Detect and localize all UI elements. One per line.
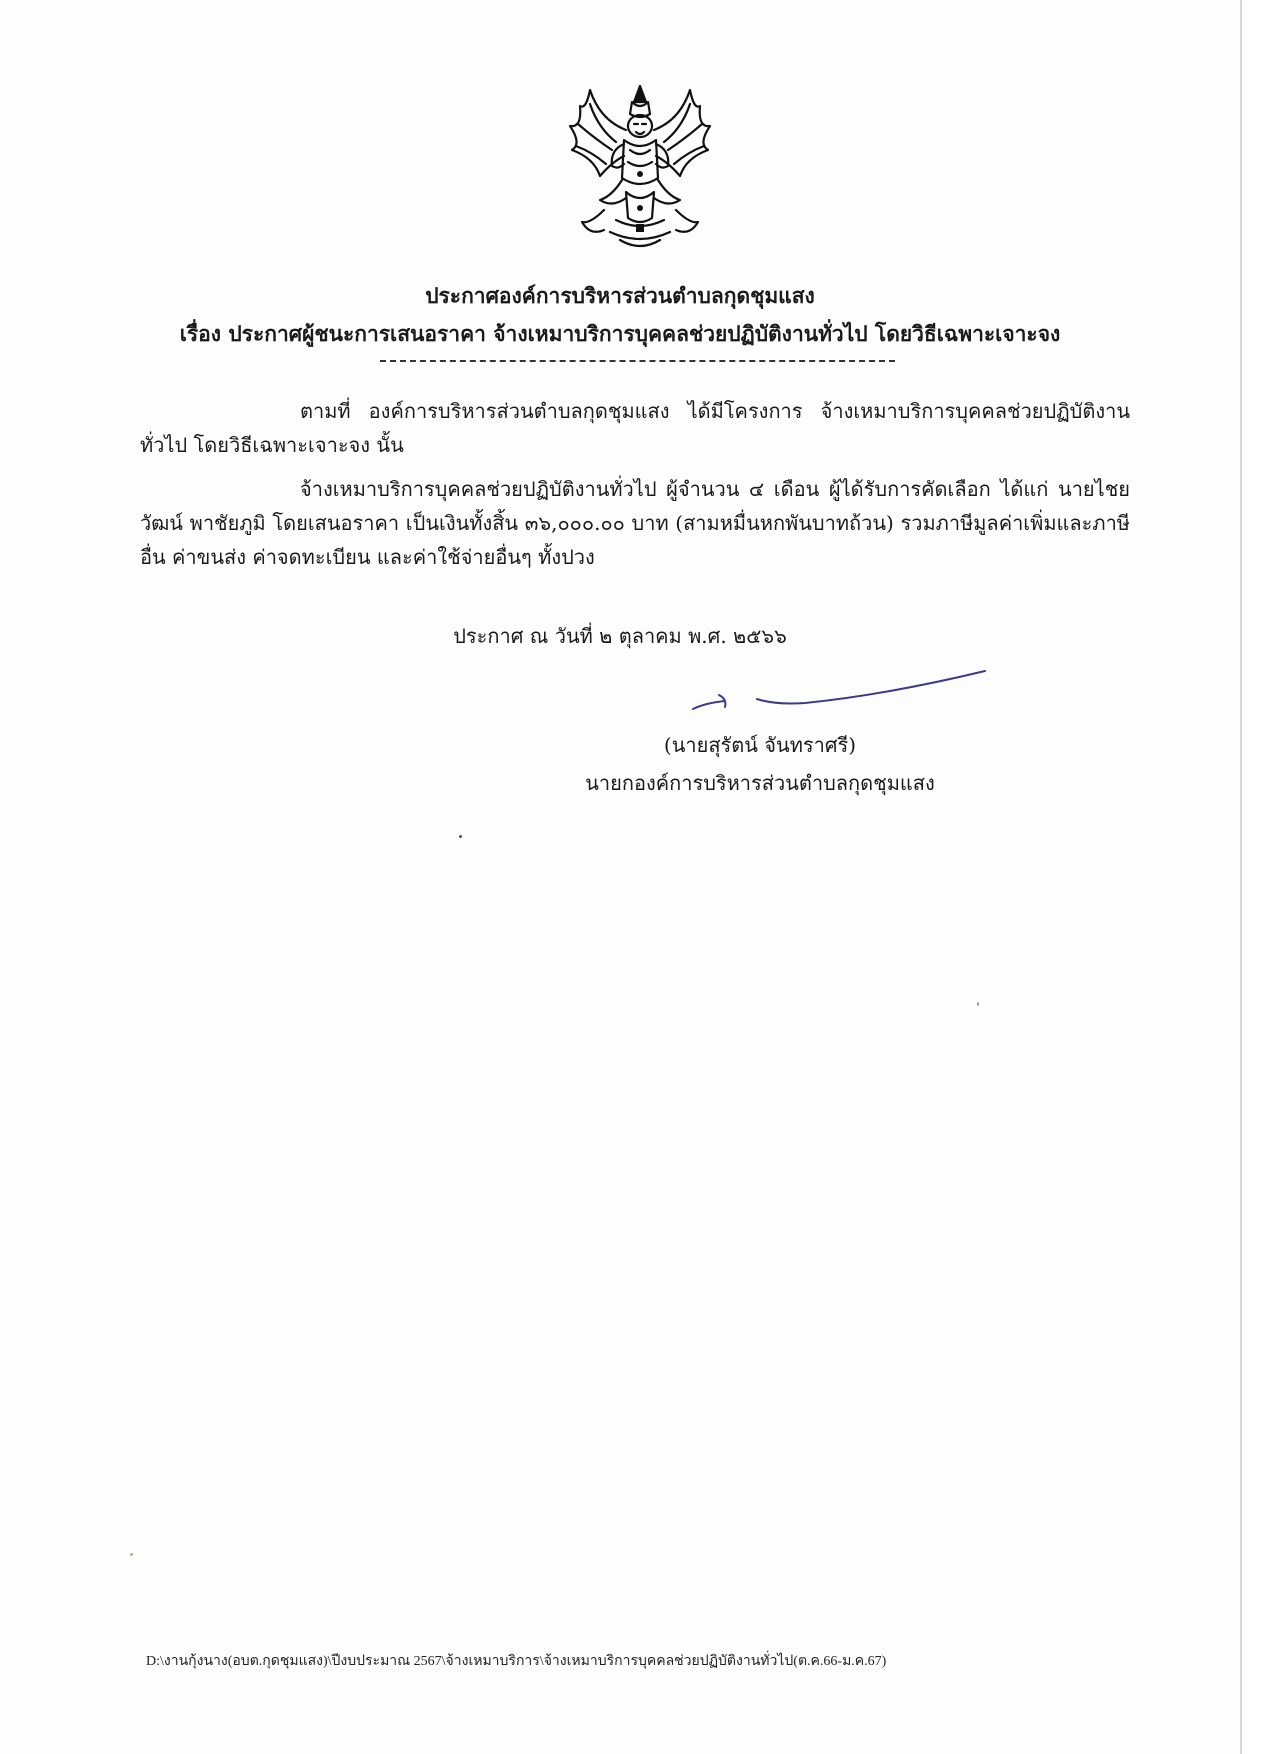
dashed-separator — [380, 360, 895, 362]
scan-speck — [977, 1002, 979, 1006]
scan-speck — [459, 835, 462, 838]
announcement-subject: เรื่อง ประกาศผู้ชนะการเสนอราคา จ้างเหมาบริการบุคคลช่วยปฏิบัติงานทั่วไป โดยวิธีเฉพาะเจาะจง — [179, 321, 1061, 346]
paragraph-1-text: ตามที่ องค์การบริหารส่วนตำบลกุดชุมแสง ได้มีโครงการ จ้างเหมาบริการบุคคลช่วยปฏิบัติงานทั่วไป โดยวิธีเฉพาะเจาะจง นั้น — [140, 399, 1130, 457]
body-paragraph-1 — [140, 394, 1130, 462]
scan-margin — [1242, 0, 1275, 1754]
signatory-position: นายกองค์การบริหารส่วนตำบลกุดชุมแสง — [585, 771, 935, 795]
file-path-footer: D:\งานกุ้งนาง(อบต.กุดชุมแสง)\ปีงบประมาณ 2567\จ้างเหมาบริการ\จ้างเหมาบริการบุคคลช่วยปฏิบัติงานทั่วไป(ต.ค.66-ม.ค.67) — [146, 1654, 887, 1669]
handwritten-signature — [685, 665, 995, 715]
garuda-emblem-icon — [560, 80, 720, 255]
scan-speck — [130, 1553, 133, 1556]
announcement-date: ประกาศ ณ วันที่ ๒ ตุลาคม พ.ศ. ๒๕๖๖ — [453, 624, 787, 648]
signatory-name: (นายสุรัตน์ จันทราศรี) — [663, 733, 857, 757]
body-paragraph-2 — [140, 472, 1130, 574]
paragraph-2-text: จ้างเหมาบริการบุคคลช่วยปฏิบัติงานทั่วไป ผู้จำนวน ๔ เดือน ผู้ได้รับการคัดเลือก ได้แก่ นายไชยวัฒน์ พาชัยภูมิ โดยเสนอราคา เป็นเงินทั้งสิ้น ๓๖,๐๐๐.๐๐ บาท (สามหมื่นหกพันบาทถ้วน) รวมภาษีมูลค่าเพิ่มและภาษีอื่น ค่าขนส่ง ค่าจดทะเบียน และค่าใช้จ่ายอื่นๆ ทั้งปวง — [140, 477, 1130, 569]
announcement-title: ประกาศองค์การบริหารส่วนตำบลกุดชุมแสง — [425, 283, 815, 308]
